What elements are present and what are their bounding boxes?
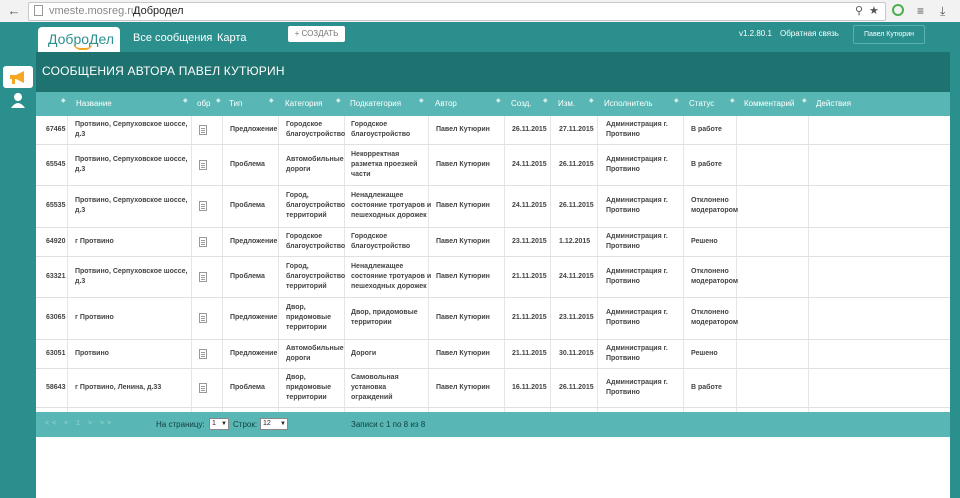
logo-text: ДоброДел bbox=[48, 31, 114, 47]
cell-name bbox=[75, 196, 187, 216]
cell-subcategory-line: Двор, придомовые bbox=[351, 309, 418, 316]
page-select[interactable]: 1 ▼ bbox=[209, 418, 229, 430]
cell-subcategory-line: пешеходных дорожек bbox=[351, 212, 427, 219]
cell-created: 21.11.2015 bbox=[512, 314, 547, 321]
cell-name-line: г Протвино bbox=[75, 238, 114, 245]
cell-id: 63051 bbox=[46, 350, 66, 357]
cell-name bbox=[75, 313, 114, 323]
cell-author: Павел Кутюрин bbox=[436, 126, 490, 133]
cell-name-line: Протвино, Серпуховское шоссе, bbox=[75, 121, 188, 128]
cell-author: Павел Кутюрин bbox=[436, 384, 490, 391]
version-label: v1.2.80.1 bbox=[739, 29, 772, 38]
cell-category-line: благоустройство bbox=[286, 243, 346, 250]
cell-category-line: территорий bbox=[286, 283, 327, 290]
cell-executor bbox=[606, 155, 668, 175]
cell-author: Павел Кутюрин bbox=[436, 161, 490, 168]
cell-subcategory bbox=[351, 150, 417, 180]
cell-category-line: Город, bbox=[286, 192, 309, 199]
cell-name-line: д.3 bbox=[75, 207, 86, 214]
cell-name bbox=[75, 237, 114, 247]
document-icon[interactable] bbox=[199, 125, 207, 135]
cell-subcategory-line: разметка проезжей bbox=[351, 161, 418, 168]
cell-subcategory-line: благоустройство bbox=[351, 131, 411, 138]
user-icon[interactable] bbox=[10, 92, 26, 108]
user-button[interactable]: Павел Кутюрин bbox=[853, 25, 925, 44]
cell-subcategory-line: состояние тротуаров и bbox=[351, 273, 432, 280]
nav-map[interactable]: Карта bbox=[217, 32, 247, 44]
nav-all-messages[interactable]: Все сообщения bbox=[133, 32, 213, 44]
cell-category-line: благоустройство bbox=[286, 273, 346, 280]
cell-subcategory-line: пешеходных дорожек bbox=[351, 283, 427, 290]
cell-modified: 30.11.2015 bbox=[559, 350, 594, 357]
col-created[interactable]: Созд. bbox=[511, 99, 532, 108]
cell-subcategory-line: Самовольная bbox=[351, 374, 399, 381]
cell-modified: 27.11.2015 bbox=[559, 126, 594, 133]
url-text: vmeste.mosreg.ru bbox=[49, 5, 138, 17]
cell-category-line: территорий bbox=[286, 212, 327, 219]
cell-category-line: Автомобильные bbox=[286, 345, 344, 352]
page-title: СООБЩЕНИЯ АВТОРА ПАВЕЛ КУТЮРИН bbox=[42, 64, 285, 78]
cell-status bbox=[691, 349, 718, 359]
col-type[interactable]: Тип bbox=[229, 99, 243, 108]
cell-name bbox=[75, 349, 109, 359]
col-modified[interactable]: Изм. bbox=[558, 99, 576, 108]
col-comment[interactable]: Комментарий bbox=[744, 99, 795, 108]
table-row[interactable] bbox=[36, 256, 950, 298]
sort-icon[interactable]: ◆ bbox=[589, 98, 594, 104]
sort-icon[interactable]: ◆ bbox=[61, 98, 66, 104]
cell-subcategory bbox=[351, 373, 399, 403]
cell-category bbox=[286, 373, 331, 403]
cell-status-line: модератором bbox=[691, 207, 739, 214]
cell-executor bbox=[606, 120, 668, 140]
cell-category-line: благоустройство bbox=[286, 131, 346, 138]
table-row[interactable] bbox=[36, 116, 950, 145]
cell-status-line: Отклонено bbox=[691, 268, 729, 275]
cell-status bbox=[691, 383, 722, 393]
cell-id: 65545 bbox=[46, 161, 66, 168]
cell-subcategory bbox=[351, 120, 410, 140]
records-count: Записи с 1 по 8 из 8 bbox=[351, 420, 426, 429]
cell-modified: 1.12.2015 bbox=[559, 238, 591, 245]
table-row[interactable] bbox=[36, 144, 950, 186]
dropdown-arrow-icon: ▼ bbox=[221, 421, 227, 427]
cell-status bbox=[691, 308, 738, 328]
cell-subcategory bbox=[351, 191, 431, 221]
cell-name-line: г Протвино bbox=[75, 314, 114, 321]
pagination-arrows[interactable]: << < 1 > >> bbox=[45, 420, 115, 427]
cell-type: Проблема bbox=[230, 384, 265, 391]
cell-status bbox=[691, 196, 738, 216]
page-label: На страницу: bbox=[156, 420, 205, 429]
sort-icon[interactable]: ◆ bbox=[216, 98, 221, 104]
col-subcategory[interactable]: Подкатегория bbox=[350, 99, 402, 108]
cell-category-line: дороги bbox=[286, 355, 311, 362]
col-actions: Действия bbox=[816, 99, 852, 108]
cell-name bbox=[75, 155, 187, 175]
cell-subcategory-line: Городское bbox=[351, 233, 388, 240]
sort-icon[interactable]: ◆ bbox=[336, 98, 341, 104]
table-row[interactable] bbox=[36, 227, 950, 257]
cell-executor-line: Протвино bbox=[606, 131, 640, 138]
cell-category bbox=[286, 191, 345, 221]
cell-category-line: благоустройство bbox=[286, 202, 346, 209]
cell-subcategory-line: Некорректная bbox=[351, 151, 400, 158]
document-icon[interactable] bbox=[199, 349, 207, 359]
table-footer bbox=[36, 412, 950, 437]
cell-status-line: Отклонено bbox=[691, 197, 729, 204]
rows-label: Строк: bbox=[233, 420, 258, 429]
document-icon[interactable] bbox=[199, 313, 207, 323]
cell-category bbox=[286, 155, 344, 175]
cell-status-line: Решено bbox=[691, 350, 718, 357]
megaphone-icon bbox=[8, 69, 28, 85]
cell-category-line: территории bbox=[286, 394, 327, 401]
cell-status bbox=[691, 160, 722, 170]
cell-executor-line: Администрация г. bbox=[606, 309, 668, 316]
sort-icon[interactable]: ◆ bbox=[674, 98, 679, 104]
cell-modified: 26.11.2015 bbox=[559, 202, 594, 209]
cell-type: Предложение bbox=[230, 126, 278, 133]
table-row[interactable] bbox=[36, 297, 950, 340]
document-icon[interactable] bbox=[199, 237, 207, 247]
sort-icon[interactable]: ◆ bbox=[730, 98, 735, 104]
cell-status-line: модератором bbox=[691, 278, 739, 285]
cell-name bbox=[75, 267, 187, 287]
cell-category-line: Городское bbox=[286, 233, 323, 240]
cell-subcategory-line: установка bbox=[351, 384, 387, 391]
cell-author: Павел Кутюрин bbox=[436, 238, 490, 245]
cell-executor-line: Администрация г. bbox=[606, 197, 668, 204]
cell-executor-line: Протвино bbox=[606, 355, 640, 362]
cell-author: Павел Кутюрин bbox=[436, 202, 490, 209]
cell-subcategory-line: Ненадлежащее bbox=[351, 192, 404, 199]
col-obr[interactable]: обр bbox=[197, 99, 211, 108]
cell-status-line: В работе bbox=[691, 384, 722, 391]
cell-executor-line: Администрация г. bbox=[606, 233, 668, 240]
sort-icon[interactable]: ◆ bbox=[802, 98, 807, 104]
col-category[interactable]: Категория bbox=[285, 99, 323, 108]
col-executor[interactable]: Исполнитель bbox=[604, 99, 653, 108]
cell-executor bbox=[606, 232, 668, 252]
cell-id: 65535 bbox=[46, 202, 66, 209]
cell-executor-line: Администрация г. bbox=[606, 268, 668, 275]
document-icon[interactable] bbox=[199, 160, 207, 170]
cell-executor bbox=[606, 267, 668, 287]
cell-executor-line: Администрация г. bbox=[606, 156, 668, 163]
table-row[interactable] bbox=[36, 185, 950, 228]
cell-executor-line: Администрация г. bbox=[606, 379, 668, 386]
cell-status bbox=[691, 125, 722, 135]
cell-name-line: Протвино bbox=[75, 350, 109, 357]
cell-created: 24.11.2015 bbox=[512, 161, 547, 168]
left-sidebar bbox=[0, 22, 36, 498]
cell-subcategory-line: Дороги bbox=[351, 350, 377, 357]
cell-created: 21.11.2015 bbox=[512, 350, 547, 357]
table-header bbox=[36, 92, 950, 116]
download-icon[interactable]: ⤓ bbox=[940, 4, 946, 18]
app-header bbox=[36, 22, 950, 52]
cell-executor bbox=[606, 308, 668, 328]
cell-subcategory-line: территории bbox=[351, 319, 392, 326]
cell-name-line: Протвино, Серпуховское шоссе, bbox=[75, 268, 188, 275]
cell-category bbox=[286, 120, 345, 140]
col-author[interactable]: Автор bbox=[435, 99, 457, 108]
cell-name-line: д.3 bbox=[75, 131, 86, 138]
cell-name bbox=[75, 383, 161, 393]
cell-executor bbox=[606, 378, 668, 398]
star-icon[interactable]: ★ bbox=[869, 5, 879, 17]
cell-name bbox=[75, 120, 187, 140]
cell-status-line: Решено bbox=[691, 238, 718, 245]
cell-status-line: В работе bbox=[691, 126, 722, 133]
right-border bbox=[950, 22, 960, 498]
cell-subcategory-line: состояние тротуаров и bbox=[351, 202, 432, 209]
cell-name-line: Протвино, Серпуховское шоссе, bbox=[75, 156, 188, 163]
messages-button[interactable] bbox=[3, 66, 33, 88]
sort-icon[interactable]: ◆ bbox=[183, 98, 188, 104]
feedback-link[interactable]: Обратная связь bbox=[780, 29, 839, 38]
cell-author: Павел Кутюрин bbox=[436, 350, 490, 357]
cell-executor-line: Администрация г. bbox=[606, 345, 668, 352]
cell-created: 23.11.2015 bbox=[512, 238, 547, 245]
cell-category-line: территории bbox=[286, 324, 327, 331]
document-icon[interactable] bbox=[199, 201, 207, 211]
table-row[interactable] bbox=[36, 339, 950, 369]
cell-category-line: Автомобильные bbox=[286, 156, 344, 163]
cell-type: Проблема bbox=[230, 202, 265, 209]
page-title-bar bbox=[36, 52, 950, 92]
rows-select[interactable]: 12 ▼ bbox=[260, 418, 288, 430]
cell-subcategory-line: благоустройство bbox=[351, 243, 411, 250]
cell-id: 64920 bbox=[46, 238, 66, 245]
page-title-text: Добродел bbox=[133, 5, 184, 17]
cell-subcategory-line: ограждений bbox=[351, 394, 393, 401]
cell-created: 16.11.2015 bbox=[512, 384, 547, 391]
cell-category-line: Городское bbox=[286, 121, 323, 128]
cell-executor bbox=[606, 196, 668, 216]
browser-toolbar bbox=[0, 0, 960, 23]
cell-status-line: Отклонено bbox=[691, 309, 729, 316]
cell-executor-line: Протвино bbox=[606, 389, 640, 396]
cell-type: Предложение bbox=[230, 350, 278, 357]
cell-category-line: придомовые bbox=[286, 384, 331, 391]
document-icon[interactable] bbox=[199, 383, 207, 393]
cell-modified: 24.11.2015 bbox=[559, 273, 594, 280]
cell-category bbox=[286, 262, 345, 292]
sort-icon[interactable]: ◆ bbox=[543, 98, 548, 104]
sort-icon[interactable]: ◆ bbox=[269, 98, 274, 104]
cell-category-line: Двор, bbox=[286, 374, 306, 381]
cell-category bbox=[286, 344, 344, 364]
cell-executor-line: Протвино bbox=[606, 319, 640, 326]
cell-subcategory-line: Городское bbox=[351, 121, 388, 128]
page-icon bbox=[34, 5, 43, 16]
create-button[interactable]: + СОЗДАТЬ bbox=[288, 26, 345, 42]
cell-id: 58643 bbox=[46, 384, 66, 391]
logo-smile-icon bbox=[73, 42, 93, 50]
col-name[interactable]: Название bbox=[76, 99, 112, 108]
sort-icon[interactable]: ◆ bbox=[496, 98, 501, 104]
cell-modified: 26.11.2015 bbox=[559, 161, 594, 168]
dropdown-arrow-icon: ▼ bbox=[280, 421, 286, 427]
table-body bbox=[36, 116, 950, 412]
cell-category bbox=[286, 303, 331, 333]
cell-executor-line: Протвино bbox=[606, 207, 640, 214]
cell-name-line: г Протвино, Ленина, д.33 bbox=[75, 384, 162, 391]
back-arrow-icon[interactable]: ← bbox=[7, 3, 21, 18]
cell-name-line: д.3 bbox=[75, 278, 86, 285]
cell-type: Предложение bbox=[230, 238, 278, 245]
cell-id: 67465 bbox=[46, 126, 66, 133]
cell-status bbox=[691, 267, 738, 287]
cell-created: 24.11.2015 bbox=[512, 202, 547, 209]
cell-id: 63065 bbox=[46, 314, 66, 321]
cell-type: Предложение bbox=[230, 314, 278, 321]
cell-modified: 26.11.2015 bbox=[559, 384, 594, 391]
cell-author: Павел Кутюрин bbox=[436, 314, 490, 321]
sort-icon[interactable]: ◆ bbox=[419, 98, 424, 104]
cell-category-line: Двор, bbox=[286, 304, 306, 311]
cell-type: Проблема bbox=[230, 161, 265, 168]
cell-name-line: Протвино, Серпуховское шоссе, bbox=[75, 197, 188, 204]
cell-executor-line: Протвино bbox=[606, 278, 640, 285]
extension-icon[interactable] bbox=[892, 4, 904, 16]
content-bottom bbox=[36, 437, 950, 498]
table-row[interactable] bbox=[36, 368, 950, 408]
cell-category bbox=[286, 232, 345, 252]
cell-category-line: дороги bbox=[286, 166, 311, 173]
logo[interactable] bbox=[38, 27, 120, 52]
col-status[interactable]: Статус bbox=[689, 99, 715, 108]
cell-type: Проблема bbox=[230, 273, 265, 280]
cell-subcategory bbox=[351, 262, 431, 292]
cell-name-line: д.3 bbox=[75, 166, 86, 173]
cell-id: 63321 bbox=[46, 273, 66, 280]
cell-category-line: Город, bbox=[286, 263, 309, 270]
cell-category-line: придомовые bbox=[286, 314, 331, 321]
cell-created: 21.11.2015 bbox=[512, 273, 547, 280]
cell-subcategory bbox=[351, 349, 376, 359]
cell-subcategory bbox=[351, 232, 410, 252]
cell-author: Павел Кутюрин bbox=[436, 273, 490, 280]
cell-executor-line: Протвино bbox=[606, 243, 640, 250]
cell-executor-line: Протвино bbox=[606, 166, 640, 173]
address-bar[interactable] bbox=[28, 2, 886, 21]
cell-subcategory bbox=[351, 308, 418, 328]
cell-subcategory-line: Ненадлежащее bbox=[351, 263, 404, 270]
cell-executor bbox=[606, 344, 668, 364]
cell-status-line: В работе bbox=[691, 161, 722, 168]
cell-status bbox=[691, 237, 718, 247]
menu-icon[interactable]: ≡ bbox=[917, 4, 925, 18]
cell-status-line: модератором bbox=[691, 319, 739, 326]
cell-subcategory-line: части bbox=[351, 171, 371, 178]
location-icon[interactable]: ⚲ bbox=[855, 5, 864, 17]
document-icon[interactable] bbox=[199, 272, 207, 282]
cell-created: 26.11.2015 bbox=[512, 126, 547, 133]
cell-modified: 23.11.2015 bbox=[559, 314, 594, 321]
cell-executor-line: Администрация г. bbox=[606, 121, 668, 128]
